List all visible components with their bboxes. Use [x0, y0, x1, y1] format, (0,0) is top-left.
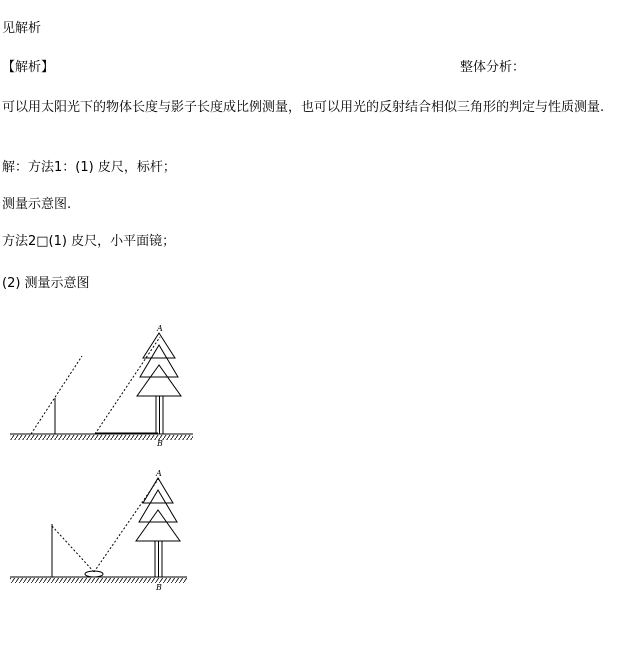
- tree-tier-middle: [139, 490, 177, 522]
- method1-caption: 测量示意图.: [2, 197, 72, 212]
- tree-tier-bottom: [136, 510, 180, 541]
- sun-ray-rod: [31, 356, 82, 434]
- tree-tier-middle: [140, 345, 178, 377]
- method1-text: 解：方法1：(1) 皮尺，标杆；: [2, 160, 176, 175]
- tree-tier-bottom: [137, 365, 181, 396]
- answer-label: 见解析: [2, 21, 42, 36]
- figure-mirror-method: [10, 469, 187, 592]
- method2-caption: (2) 测量示意图: [2, 276, 90, 291]
- figure-shadow-method: [10, 324, 193, 448]
- point-a-label: A: [156, 469, 162, 478]
- sun-ray-tree: [95, 337, 160, 434]
- point-b-label: B: [157, 439, 163, 448]
- ground-hatch: [10, 435, 193, 440]
- analysis-header: 【解析】: [2, 60, 55, 75]
- reflected-ray: [52, 526, 94, 572]
- point-b-label: B: [156, 583, 162, 592]
- method2-text: 方法2□(1) 皮尺，小平面镜；: [2, 234, 176, 249]
- point-a-label: A: [157, 324, 163, 333]
- analysis-paragraph: 可以用太阳光下的物体长度与影子长度成比例测量，也可以用光的反射结合相似三角形的判定与性质测量.: [2, 100, 605, 115]
- tree: [137, 333, 181, 434]
- tree: [136, 478, 180, 577]
- overall-analysis-label: 整体分析：: [460, 60, 526, 75]
